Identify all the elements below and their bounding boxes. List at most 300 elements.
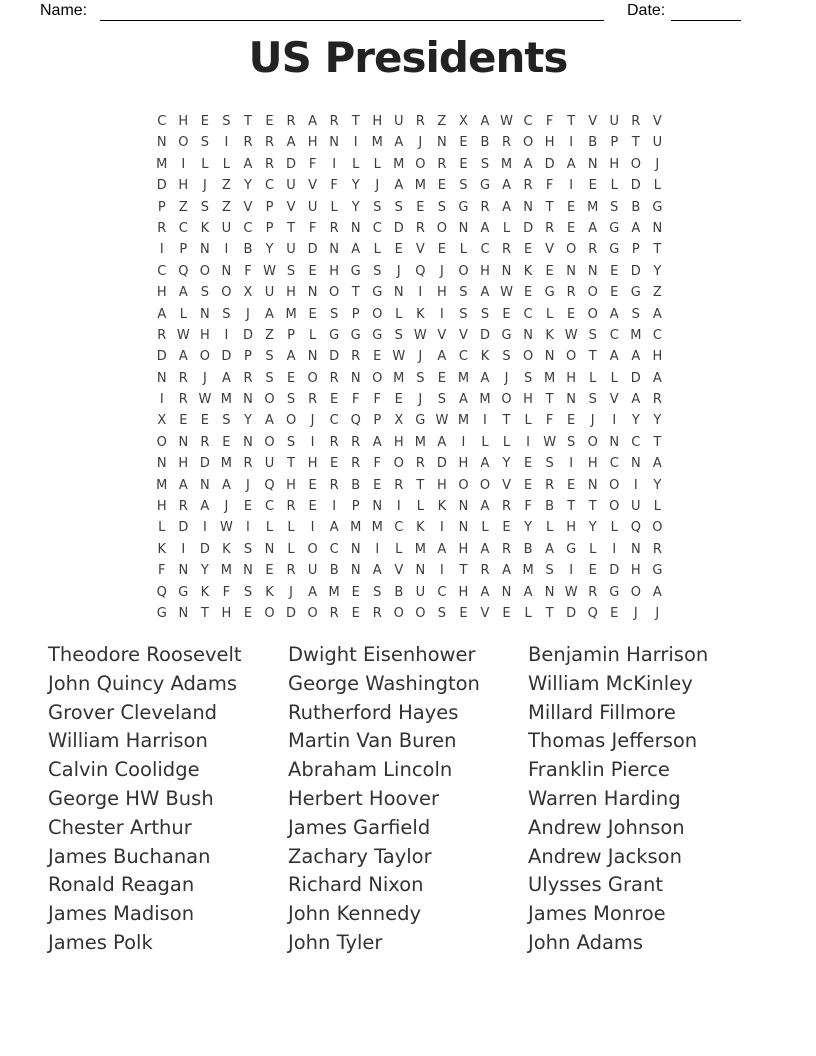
grid-letter: L — [589, 370, 597, 386]
grid-letter: B — [480, 135, 490, 151]
grid-letter: A — [652, 584, 662, 600]
grid-letter: O — [415, 605, 426, 621]
grid-letter: S — [394, 327, 403, 343]
grid-letter: D — [566, 605, 577, 621]
grid-letter: B — [588, 135, 598, 151]
grid-letter: V — [545, 242, 555, 258]
grid-letter: C — [652, 327, 662, 343]
grid-letter: S — [480, 306, 490, 322]
grid-letter: M — [156, 477, 168, 493]
grid-letter: I — [332, 156, 337, 172]
grid-letter: S — [394, 199, 403, 215]
grid-letter: Y — [653, 263, 662, 279]
grid-letter: E — [610, 263, 619, 279]
grid-letter: O — [307, 541, 318, 557]
grid-letter: S — [437, 199, 447, 215]
grid-letter: T — [567, 499, 576, 515]
grid-letter: A — [458, 392, 468, 408]
grid-letter: I — [353, 135, 358, 151]
grid-letter: D — [221, 349, 232, 365]
grid-letter: N — [544, 349, 555, 365]
grid-letter: M — [414, 541, 426, 557]
grid-letter: T — [351, 114, 360, 129]
grid-letter: S — [330, 306, 339, 322]
grid-letter: P — [265, 220, 274, 236]
grid-letter: J — [418, 349, 423, 365]
date-blank-line — [671, 1, 741, 21]
grid-letter: S — [286, 434, 296, 450]
grid-letter: G — [178, 584, 189, 600]
grid-letter: N — [156, 456, 167, 472]
grid-letter: E — [200, 114, 209, 129]
grid-letter: E — [243, 605, 253, 621]
grid-letter: I — [181, 541, 186, 557]
grid-letter: A — [480, 584, 490, 600]
grid-letter: E — [308, 263, 317, 279]
grid-letter: R — [588, 584, 598, 600]
grid-letter: N — [350, 563, 361, 579]
grid-letter: E — [330, 456, 339, 472]
grid-letter: A — [631, 392, 641, 408]
grid-letter: O — [436, 220, 447, 236]
grid-letter: A — [480, 541, 490, 557]
grid-letter: O — [329, 285, 340, 301]
grid-letter: I — [461, 434, 466, 450]
grid-letter: R — [351, 456, 361, 472]
word-list-item: George HW Bush — [48, 786, 214, 810]
grid-letter: R — [264, 156, 275, 172]
grid-letter: I — [246, 520, 250, 536]
grid-letter: R — [178, 499, 188, 515]
grid-letter: E — [416, 199, 425, 215]
grid-letter: H — [566, 520, 577, 536]
grid-letter: M — [350, 520, 362, 536]
grid-letter: T — [416, 477, 425, 493]
grid-letter: J — [246, 306, 250, 322]
grid-letter: I — [569, 135, 574, 151]
grid-letter: O — [221, 285, 232, 301]
grid-letter: T — [459, 563, 468, 579]
grid-letter: E — [200, 413, 209, 429]
grid-letter: I — [569, 456, 574, 472]
grid-letter: S — [222, 114, 231, 129]
grid-letter: T — [588, 499, 597, 515]
grid-letter: L — [610, 370, 618, 386]
name-label: Name: — [40, 2, 88, 19]
grid-letter: C — [523, 114, 533, 129]
grid-letter: I — [396, 499, 401, 515]
grid-letter: F — [545, 114, 554, 129]
grid-letter: T — [287, 456, 296, 472]
name-blank-line — [100, 1, 604, 21]
grid-letter: K — [545, 327, 554, 343]
grid-letter: R — [329, 370, 339, 386]
grid-letter: Y — [351, 199, 360, 215]
grid-letter: D — [178, 520, 189, 536]
grid-letter: N — [501, 263, 512, 279]
grid-letter: J — [202, 370, 207, 386]
grid-letter: W — [263, 263, 276, 279]
grid-letter: D — [329, 349, 340, 365]
grid-letter: N — [587, 263, 598, 279]
grid-letter: L — [610, 178, 618, 194]
grid-letter: K — [157, 541, 167, 557]
grid-letter: L — [395, 541, 403, 557]
grid-letter: I — [418, 285, 423, 301]
grid-letter: L — [502, 220, 511, 236]
grid-letter: O — [264, 605, 275, 621]
grid-letter: V — [243, 199, 253, 215]
grid-letter: N — [200, 306, 210, 322]
grid-letter: M — [457, 370, 470, 386]
grid-letter: F — [244, 263, 252, 279]
grid-letter: R — [329, 114, 339, 129]
grid-letter: N — [587, 156, 598, 172]
grid-letter: W — [413, 327, 427, 343]
grid-letter: O — [587, 285, 598, 301]
grid-letter: V — [480, 605, 490, 621]
grid-letter: U — [264, 456, 275, 472]
grid-letter: N — [415, 563, 426, 579]
grid-letter: N — [630, 541, 641, 557]
grid-letter: T — [567, 114, 576, 129]
grid-letter: O — [199, 349, 210, 365]
grid-letter: S — [373, 199, 382, 215]
grid-letter: R — [178, 370, 188, 386]
word-list-item: William Harrison — [48, 729, 208, 753]
grid-letter: N — [329, 135, 340, 151]
grid-letter: Y — [631, 413, 640, 429]
grid-letter: C — [609, 327, 619, 343]
grid-letter: J — [289, 584, 293, 600]
grid-letter: E — [610, 605, 619, 621]
grid-letter: D — [630, 263, 641, 279]
grid-letter: E — [351, 605, 360, 621]
word-list-item: James Polk — [48, 930, 153, 954]
grid-letter: S — [437, 392, 447, 408]
grid-letter: U — [394, 114, 404, 129]
grid-letter: R — [243, 370, 253, 386]
grid-letter: R — [329, 434, 339, 450]
grid-letter: I — [159, 392, 164, 408]
grid-letter: R — [200, 434, 210, 450]
grid-letter: M — [285, 306, 297, 322]
grid-letter: S — [243, 541, 253, 557]
grid-letter: E — [502, 306, 511, 322]
grid-letter: P — [610, 135, 619, 151]
grid-letter: O — [372, 306, 383, 322]
grid-letter: V — [437, 327, 447, 343]
grid-letter: A — [265, 413, 274, 429]
grid-letter: U — [286, 242, 296, 258]
grid-letter: N — [307, 285, 318, 301]
grid-letter: R — [545, 477, 555, 493]
grid-letter: N — [329, 242, 340, 258]
word-list-item: George Washington — [288, 671, 480, 695]
grid-letter: R — [652, 541, 662, 557]
grid-letter: R — [351, 349, 361, 365]
grid-letter: Y — [200, 563, 209, 579]
word-list-item: Benjamin Harrison — [528, 643, 709, 666]
grid-letter: L — [502, 434, 511, 450]
grid-letter: E — [373, 349, 382, 365]
grid-letter: M — [156, 156, 168, 172]
grid-letter: A — [372, 434, 382, 450]
grid-letter: I — [310, 434, 315, 450]
grid-letter: S — [502, 349, 511, 365]
grid-letter: O — [178, 135, 189, 151]
grid-letter: A — [372, 563, 382, 579]
grid-letter: C — [243, 220, 253, 236]
grid-letter: M — [630, 327, 642, 343]
grid-letter: F — [222, 584, 231, 600]
grid-letter: N — [544, 584, 555, 600]
grid-letter: E — [437, 178, 446, 194]
grid-letter: O — [522, 135, 534, 151]
grid-letter: H — [307, 456, 318, 472]
word-list-item: Chester Arthur — [48, 815, 192, 839]
grid-letter: Y — [265, 242, 274, 258]
grid-letter: D — [630, 370, 641, 386]
grid-letter: Z — [221, 178, 231, 194]
grid-letter: A — [480, 285, 490, 301]
word-list-item: John Quincy Adams — [48, 671, 238, 695]
grid-letter: J — [590, 413, 595, 429]
grid-letter: S — [437, 605, 447, 621]
grid-letter: R — [308, 392, 318, 408]
grid-letter: A — [221, 477, 231, 493]
grid-letter: A — [480, 370, 490, 386]
grid-letter: L — [653, 178, 661, 194]
grid-letter: R — [437, 156, 447, 172]
grid-letter: P — [179, 242, 188, 258]
grid-letter: A — [221, 370, 231, 386]
grid-letter: N — [652, 220, 663, 236]
grid-letter: Q — [630, 520, 641, 536]
grid-letter: N — [307, 349, 318, 365]
grid-letter: S — [588, 392, 597, 408]
grid-letter: O — [501, 392, 512, 408]
grid-letter: C — [394, 520, 404, 536]
grid-letter: S — [459, 285, 468, 301]
grid-letter: A — [394, 178, 404, 194]
grid-letter: Y — [243, 178, 252, 194]
grid-letter: E — [567, 220, 576, 236]
grid-letter: E — [545, 263, 554, 279]
word-list-item: Abraham Lincoln — [288, 758, 453, 782]
grid-letter: S — [243, 584, 253, 600]
grid-letter: R — [243, 456, 253, 472]
grid-letter: A — [394, 135, 404, 151]
grid-letter: D — [156, 349, 167, 365]
grid-letter: S — [222, 306, 231, 322]
grid-letter: Z — [178, 199, 188, 215]
grid-letter: S — [373, 263, 382, 279]
grid-letter: V — [502, 477, 511, 493]
grid-letter: Z — [652, 285, 662, 301]
grid-letter: I — [224, 327, 229, 343]
grid-letter: T — [243, 114, 252, 129]
grid-letter: Q — [178, 263, 189, 279]
grid-letter: U — [631, 499, 641, 515]
grid-letter: A — [502, 563, 511, 579]
grid-letter: A — [308, 584, 318, 600]
grid-letter: E — [437, 242, 446, 258]
grid-letter: A — [588, 220, 598, 236]
grid-letter: O — [307, 370, 318, 386]
grid-letter: L — [373, 242, 381, 258]
grid-letter: A — [178, 349, 188, 365]
grid-letter: M — [393, 156, 405, 172]
grid-letter: N — [178, 434, 189, 450]
grid-letter: T — [631, 135, 640, 151]
grid-letter: C — [480, 242, 490, 258]
grid-letter: M — [371, 520, 383, 536]
word-list-item: James Madison — [48, 902, 195, 926]
grid-letter: E — [523, 456, 533, 472]
word-list-item: John Adams — [528, 930, 644, 954]
grid-letter: L — [545, 306, 554, 322]
grid-letter: E — [502, 605, 511, 621]
word-list — [48, 641, 768, 958]
grid-letter: K — [222, 541, 231, 557]
word-list-item: Ronald Reagan — [48, 873, 195, 897]
grid-letter: H — [458, 456, 469, 472]
grid-letter: L — [287, 520, 295, 536]
grid-letter: A — [566, 156, 576, 172]
grid-letter: H — [329, 263, 340, 279]
grid-letter: E — [588, 178, 597, 194]
grid-letter: C — [609, 456, 619, 472]
grid-letter: J — [418, 392, 423, 408]
grid-letter: R — [652, 392, 662, 408]
grid-letter: M — [500, 156, 513, 172]
grid-letter: P — [157, 199, 166, 215]
grid-letter: I — [202, 520, 207, 536]
grid-letter: X — [157, 413, 167, 429]
word-list-item: Martin Van Buren — [288, 729, 457, 753]
grid-letter: M — [544, 370, 556, 386]
grid-letter: J — [202, 178, 207, 194]
grid-letter: S — [286, 263, 296, 279]
word-list-item: Rutherford Hayes — [288, 700, 459, 724]
grid-letter: S — [588, 327, 597, 343]
grid-letter: N — [458, 499, 469, 515]
grid-letter: Y — [351, 178, 360, 194]
word-search-grid — [151, 111, 668, 624]
grid-letter: T — [200, 605, 209, 621]
grid-letter: S — [265, 370, 274, 386]
grid-letter: S — [200, 285, 209, 301]
grid-letter: G — [609, 242, 620, 258]
grid-letter: I — [224, 135, 229, 151]
grid-letter: T — [502, 413, 511, 429]
grid-letter: E — [437, 370, 446, 386]
grid-letter: E — [222, 434, 231, 450]
grid-letter: E — [459, 135, 468, 151]
grid-letter: O — [609, 499, 620, 515]
word-list-item: James Garfield — [288, 815, 431, 839]
grid-letter: S — [200, 135, 209, 151]
grid-letter: H — [458, 584, 469, 600]
grid-letter: E — [567, 199, 576, 215]
grid-letter: H — [609, 156, 620, 172]
word-list-item: William McKinley — [528, 671, 693, 695]
grid-letter: Q — [156, 584, 167, 600]
grid-letter: R — [286, 114, 296, 129]
grid-letter: L — [416, 499, 424, 515]
grid-letter: I — [612, 413, 617, 429]
grid-letter: C — [157, 114, 167, 129]
grid-letter: W — [435, 413, 449, 429]
grid-letter: F — [524, 499, 532, 515]
grid-letter: Y — [502, 456, 511, 472]
grid-letter: O — [566, 349, 577, 365]
grid-letter: G — [652, 199, 663, 215]
grid-letter: O — [587, 434, 598, 450]
grid-letter: K — [416, 520, 425, 536]
grid-letter: J — [418, 135, 423, 151]
grid-letter: H — [286, 477, 296, 493]
grid-letter: A — [652, 306, 662, 322]
grid-letter: T — [545, 605, 554, 621]
grid-letter: A — [308, 114, 318, 129]
grid-letter: I — [332, 499, 337, 515]
grid-letter: E — [243, 499, 253, 515]
grid-letter: M — [414, 434, 426, 450]
grid-letter: N — [523, 199, 533, 215]
grid-letter: T — [351, 285, 360, 301]
grid-letter: S — [286, 392, 296, 408]
grid-letter: F — [373, 392, 381, 408]
grid-letter: F — [373, 456, 381, 472]
grid-letter: N — [200, 242, 210, 258]
grid-letter: R — [372, 605, 382, 621]
grid-letter: D — [630, 178, 641, 194]
grid-letter: W — [564, 327, 578, 343]
grid-letter: E — [330, 392, 339, 408]
grid-letter: S — [459, 178, 468, 194]
word-list-item: Dwight Eisenhower — [288, 643, 476, 666]
grid-letter: C — [437, 584, 447, 600]
grid-letter: L — [481, 434, 489, 450]
grid-letter: F — [545, 178, 554, 194]
grid-letter: H — [221, 605, 232, 621]
grid-letter: A — [609, 306, 619, 322]
grid-letter: W — [219, 520, 233, 536]
grid-letter: P — [351, 499, 360, 515]
grid-letter: Y — [653, 477, 662, 493]
grid-letter: W — [176, 327, 190, 343]
grid-letter: D — [436, 456, 447, 472]
grid-letter: X — [458, 114, 468, 129]
grid-letter: R — [415, 114, 425, 129]
grid-letter: W — [500, 285, 513, 301]
grid-letter: A — [631, 349, 641, 365]
grid-letter: B — [394, 584, 404, 600]
grid-letter: A — [265, 306, 274, 322]
grid-letter: B — [351, 477, 361, 493]
grid-letter: D — [544, 156, 555, 172]
grid-letter: A — [502, 178, 511, 194]
grid-letter: D — [242, 327, 253, 343]
grid-letter: M — [220, 456, 233, 472]
grid-letter: G — [156, 605, 167, 621]
grid-letter: E — [373, 477, 382, 493]
grid-letter: A — [437, 434, 447, 450]
grid-letter: E — [394, 242, 403, 258]
grid-letter: V — [652, 114, 662, 129]
